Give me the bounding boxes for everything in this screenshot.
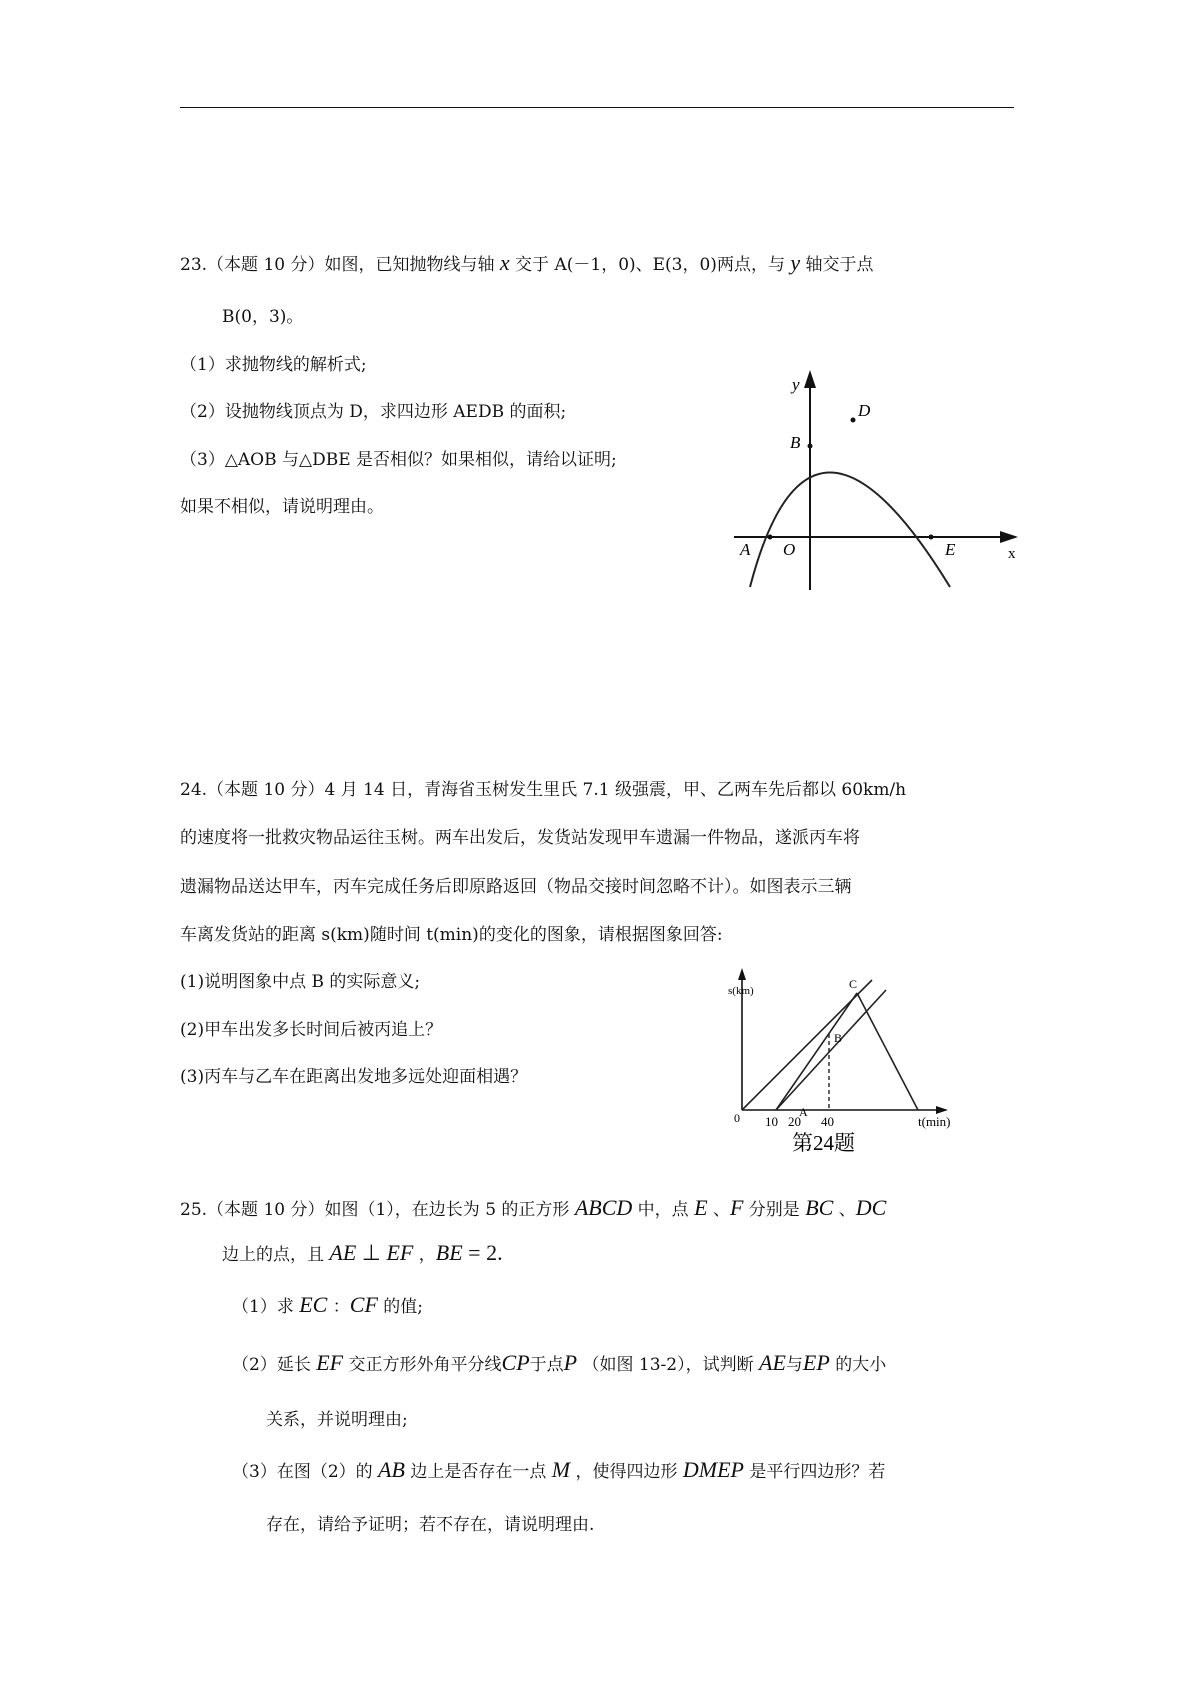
q23-part2: （2）设抛物线顶点为 D，求四边形 AEDB 的面积; [180,402,567,422]
q25-text: 中，点 [632,1200,695,1220]
q25-text: 是平行四边形？若 [743,1462,886,1482]
q25-text: ，使得四边形 [570,1462,683,1482]
math-perp: ⊥ [356,1240,387,1265]
math-x: x [499,250,510,275]
math-bc: BC [805,1195,834,1220]
q23-text: 交于 A(－1，0)、E(3，0)两点，与 [509,255,791,275]
point-e [929,535,934,540]
q23-part3: （3）△AOB 与△DBE 是否相似？如果相似，请给以证明; [180,450,617,470]
tick-10: 10 [765,1114,778,1129]
y-axis-arrow [804,370,816,388]
label-e: E [945,540,956,559]
math-f: F [729,1195,744,1220]
q25-text: （1）求 [232,1297,300,1317]
q24-part2: (2)甲车出发多长时间后被丙追上？ [180,1020,443,1040]
line-car-bing-return [857,993,918,1110]
q25-text: 边上是否存在一点 [404,1462,552,1482]
origin-label: 0 [734,1111,740,1125]
q25-part2 [232,1350,886,1376]
q25-part2-cont: 关系，并说明理由; [266,1410,408,1430]
line-car-yi [776,990,886,1110]
q25-text: （如图 13-2），试判断 [577,1355,760,1375]
q24-part1: (1)说明图象中点 B 的实际意义; [180,972,421,992]
q23-line1 [180,250,874,276]
t-axis-label: t(min) [918,1114,951,1129]
q25-text: 于点 [529,1355,564,1375]
q24-distance-time-figure [720,960,1000,1160]
math-dmep: DMEP [682,1457,744,1482]
q24-line3: 遗漏物品送达甲车，丙车完成任务后即原路返回（物品交接时间忽略不计）。如图表示三辆 [180,877,852,897]
math-ae: AE [759,1350,786,1375]
t-axis-arrow [936,1106,948,1114]
label-b: B [790,433,801,452]
label-o: O [783,540,796,559]
figure-caption: 第24题 [792,1131,855,1155]
q25-line2 [222,1240,503,1266]
math-y: y [790,250,801,275]
math-cp: CP [501,1350,530,1375]
q23-text: 轴交于点 [800,255,874,275]
q24-line4: 车离发货站的距离 s(km)随时间 t(min)的变化的图象，请根据图象回答: [180,925,723,945]
math-ae: AE [329,1240,357,1265]
q25-part3 [232,1457,885,1483]
header-rule [180,107,1014,108]
label-d: D [858,401,871,420]
math-p: P [563,1350,578,1375]
q25-text: （2）延长 [232,1355,317,1375]
y-axis-label: y [792,375,800,394]
point-b [808,444,813,449]
x-axis-label: x [1008,546,1016,562]
math-dc: DC [855,1195,887,1220]
q24-line2: 的速度将一批救灾物品运往玉树。两车出发后，发货站发现甲车遗漏一件物品，遂派丙车将 [180,828,860,848]
math-be: BE [435,1240,463,1265]
label-b: B [834,1031,843,1045]
math-ep: EP [802,1350,830,1375]
q25-text: （3）在图（2）的 [232,1462,379,1482]
s-axis-label: s(km) [728,985,754,997]
q25-text: 的值; [377,1297,424,1317]
q25-text: 25.（本题 10 分）如图（1），在边长为 5 的正方形 [180,1200,575,1220]
q25-text: 的大小 [829,1355,887,1375]
q25-line1 [180,1195,886,1221]
math-abcd: ABCD [574,1195,633,1220]
s-axis-arrow [738,968,746,980]
q25-text: 分别是 [743,1200,806,1220]
line-car-bing-out [776,993,857,1110]
math-eq: = 2 [462,1240,498,1265]
q25-text: 边上的点，且 [222,1245,330,1265]
q23-line2: B(0，3)。 [222,307,304,327]
math-cf: CF [349,1292,378,1317]
q25-text: 与 [785,1355,803,1375]
label-a: A [740,540,751,559]
label-c: C [849,977,858,991]
q25-text: . [497,1240,503,1265]
q25-part3-cont: 存在，请给予证明；若不存在，请说明理由. [266,1515,595,1535]
tick-20: 20 [788,1114,801,1129]
parabola-curve [750,473,950,588]
point-a [768,535,773,540]
x-axis-arrow [1000,531,1018,543]
math-ef: EF [386,1240,414,1265]
q23-text: 23.（本题 10 分）如图，已知抛物线与轴 [180,255,500,275]
q23-part1: （1）求抛物线的解析式; [180,355,367,375]
math-e: E [694,1195,708,1220]
q25-part1 [232,1292,423,1318]
q25-text: ： [327,1297,350,1317]
math-ef: EF [316,1350,344,1375]
point-d [851,418,856,423]
q25-text: 、 [707,1200,730,1220]
math-ab: AB [378,1457,405,1482]
q25-text: ， [413,1245,436,1265]
q23-part3-cont: 如果不相似，请说明理由。 [180,497,384,517]
q25-text: 、 [833,1200,856,1220]
q23-parabola-figure [720,368,1020,598]
q24-part3: (3)丙车与乙车在距离出发地多远处迎面相遇？ [180,1067,528,1087]
tick-40: 40 [821,1114,834,1129]
math-m: M [551,1457,571,1482]
label-a: A [799,1105,808,1119]
q25-text: 交正方形外角平分线 [343,1355,502,1375]
math-ec: EC [299,1292,328,1317]
q24-line1: 24.（本题 10 分）4 月 14 日，青海省玉树发生里氏 7.1 级强震，甲、乙两车先后都以 60km/h [180,780,907,800]
